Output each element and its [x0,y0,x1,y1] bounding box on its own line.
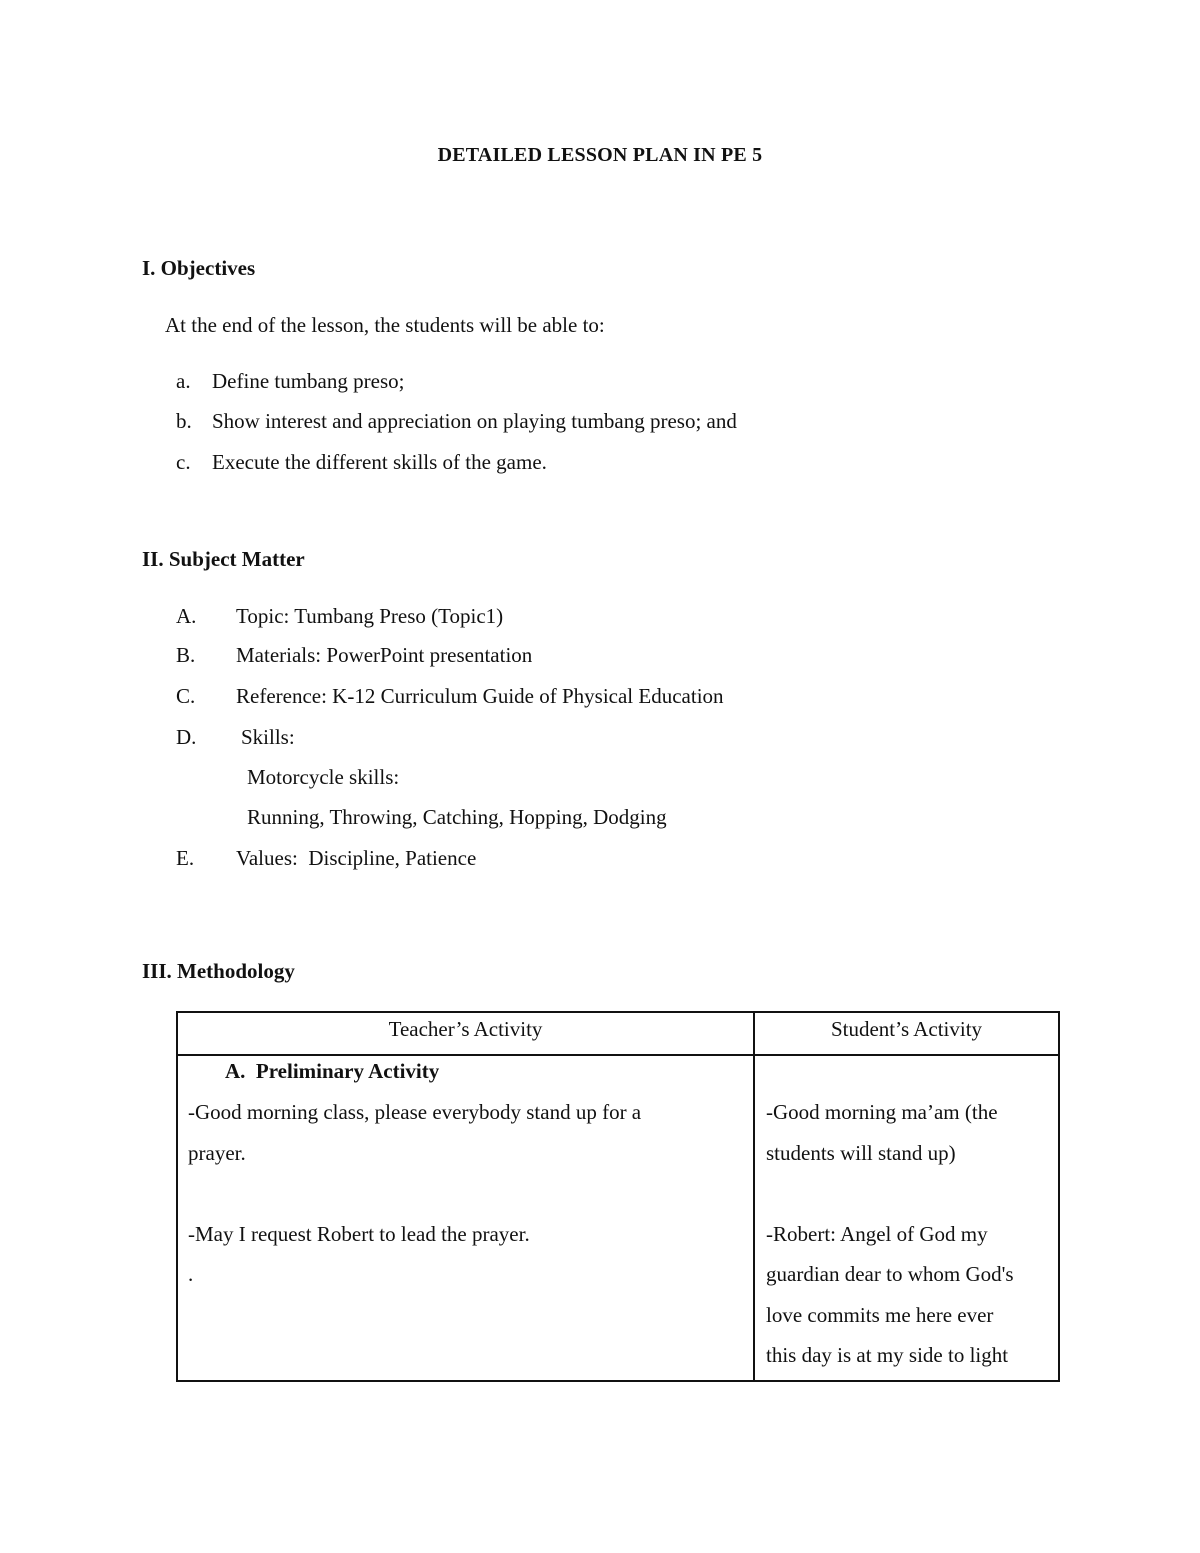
objective-item-a [176,369,404,394]
student-line: -Good morning ma’am (the [766,1100,998,1124]
subject-marker: E. [176,846,195,870]
table-header-student: Student’s Activity [830,1017,983,1041]
subject-text: Values: Discipline, Patience [236,846,477,870]
subject-item-c [176,684,724,709]
subject-text: Topic: Tumbang Preso (Topic1) [236,604,504,628]
teacher-line: -Good morning class, please everybody stand up for a [188,1100,642,1124]
objective-marker: c. [176,450,191,474]
methodology-table [176,1011,1060,1382]
subject-item-b [176,643,532,668]
document-title: DETAILED LESSON PLAN IN PE 5 [437,144,763,166]
student-line: guardian dear to whom God's [766,1262,1014,1286]
student-line: students will stand up) [766,1141,956,1165]
skills-sub-line: Motorcycle skills: [247,765,400,789]
subject-item-a [176,604,503,629]
table-header-teacher: Teacher’s Activity [388,1017,543,1041]
objective-text: Show interest and appreciation on playing tumbang preso; and [212,409,737,433]
teacher-line: -May I request Robert to lead the prayer. [188,1222,530,1246]
subject-matter-heading: II. Subject Matter [142,547,305,571]
objectives-intro: At the end of the lesson, the students will be able to: [165,313,605,337]
methodology-heading: III. Methodology [142,959,295,983]
skills-sub-line: Running, Throwing, Catching, Hopping, Dodging [247,805,667,829]
student-line: -Robert: Angel of God my [766,1222,988,1246]
objective-item-b [176,409,737,434]
subject-text: Materials: PowerPoint presentation [236,643,533,667]
objective-item-c [176,450,547,475]
objectives-heading: I. Objectives [142,256,256,280]
student-line: this day is at my side to light [766,1343,1009,1367]
subject-marker: D. [176,725,197,749]
teacher-line: . [188,1262,194,1286]
objective-text: Execute the different skills of the game. [212,450,547,474]
subject-marker: C. [176,684,196,708]
objective-marker: b. [176,409,192,433]
subject-text: Skills: [241,725,295,749]
table-column-divider [753,1013,755,1380]
objective-text: Define tumbang preso; [212,369,405,393]
subject-text: Reference: K-12 Curriculum Guide of Physical Education [236,684,724,708]
subject-marker: B. [176,643,196,667]
teacher-line: prayer. [188,1141,246,1165]
subject-marker: A. [176,604,197,628]
table-header-divider [178,1054,1058,1056]
student-line: love commits me here ever [766,1303,994,1327]
section-preliminary-activity: A. Preliminary Activity [225,1059,440,1083]
subject-item-e [176,846,476,871]
objective-marker: a. [176,369,191,393]
subject-item-d [176,725,295,750]
